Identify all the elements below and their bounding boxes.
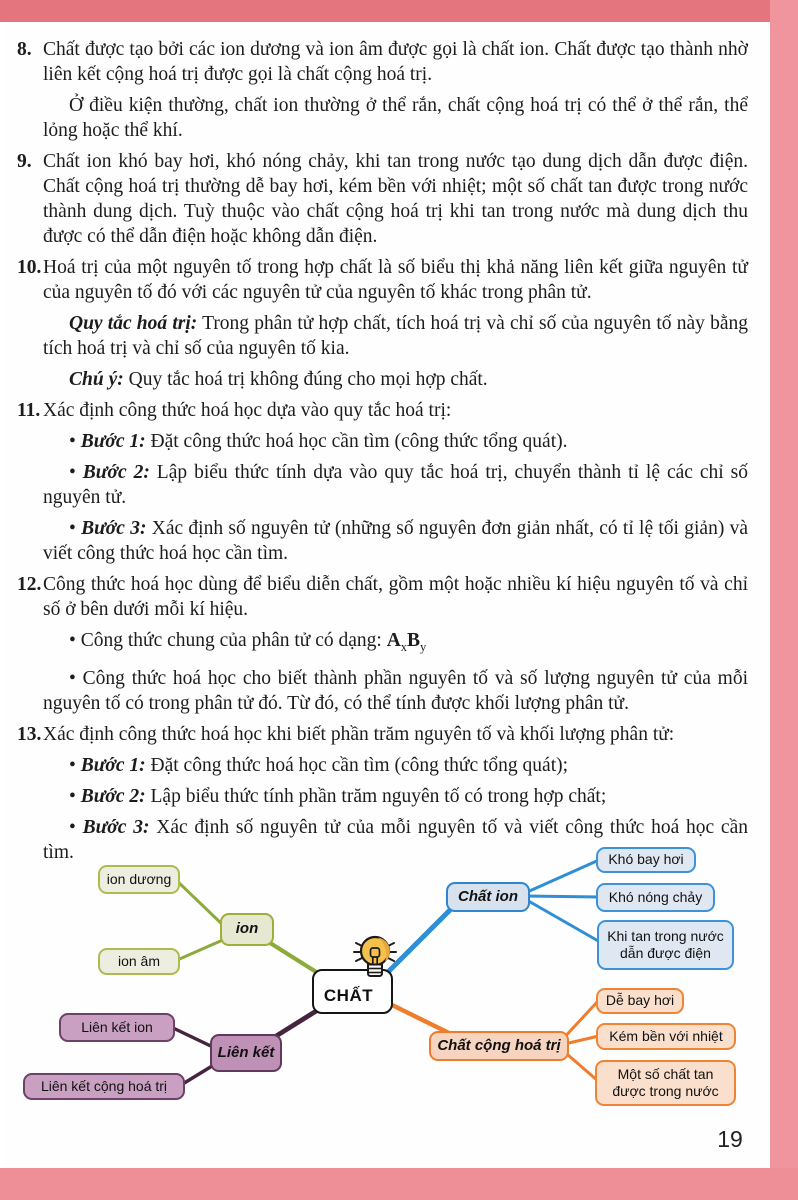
bullet-lead: Bước 3: — [82, 816, 150, 838]
item-number: 9. — [17, 151, 32, 172]
mindmap-node-ion: ion — [220, 913, 274, 946]
mindmap-node-khi-tan-trong-nuoc: Khi tan trong nước dẫn được điện — [597, 920, 734, 970]
item-text: Xác định công thức hoá học dựa vào quy tắc hoá trị: — [43, 400, 452, 421]
mindmap-node-mot-so-chat-tan: Một số chất tan được trong nước — [595, 1060, 736, 1106]
bullet-lead: Bước 2: — [82, 462, 150, 483]
bullet-marker: • — [69, 462, 76, 483]
page-number: 19 — [717, 1126, 743, 1152]
bullet-marker: • — [69, 816, 76, 838]
mindmap-node-kem-ben-voi-nhiet: Kém bền với nhiệt — [596, 1023, 736, 1050]
mindmap-node-kho-bay-hoi: Khó bay hơi — [596, 847, 696, 873]
item-number: 10. — [17, 257, 42, 278]
note-lead: Chú ý: — [69, 369, 124, 390]
formula-sub-x: x — [400, 639, 408, 654]
bullet-marker: • — [69, 630, 76, 651]
mindmap-node-de-bay-hoi: Dễ bay hơi — [596, 988, 684, 1014]
bullet-marker: • — [69, 785, 76, 807]
lightbulb-icon — [351, 930, 399, 988]
bullet-lead: Bước 3: — [81, 518, 147, 539]
item-number: 13. — [17, 723, 42, 745]
mindmap-node-lien-ket-cong-hoa-tri: Liên kết cộng hoá trị — [23, 1073, 185, 1100]
bullet-text: Công thức chung của phân tử có dạng: — [80, 630, 387, 651]
bullet-lead: Bước 1: — [80, 754, 146, 776]
formula-element-b: B — [407, 630, 421, 651]
bullet-marker: • — [69, 431, 76, 452]
page-border-right — [770, 0, 798, 1200]
mindmap-node-ion-am: ion âm — [98, 948, 180, 975]
item-text: Chất được tạo bởi các ion dương và ion âm được gọi là chất ion. Chất được tạo thành nhờ liên kết cộng hoá trị được gọi là chất cộng hoá trị. — [43, 39, 748, 85]
mindmap-node-lien-ket: Liên kết — [210, 1034, 282, 1072]
bullet-marker: • — [69, 518, 76, 539]
bullet-lead: Bước 1: — [80, 431, 146, 452]
note-rest: Quy tắc hoá trị không đúng cho mọi hợp chất. — [123, 369, 488, 390]
bullet-text: Xác định số nguyên tử (những số nguyên đơn giản nhất, có tỉ lệ tối giản) và viết công thức hoá học cần tìm. — [43, 518, 748, 564]
bullet-text: Đặt công thức hoá học cần tìm (công thức tổng quát). — [145, 431, 568, 452]
bullet-marker: • — [69, 754, 76, 776]
item-text: Hoá trị của một nguyên tố trong hợp chất là số biểu thị khả năng liên kết giữa nguyên tử của nguyên tố đó với các nguyên tử của nguyên tố khác trong phân tử. — [43, 257, 748, 303]
rule-rest: Trong phân tử hợp chất, tích hoá trị và chỉ số của nguyên tố này bằng tích hoá trị và chỉ số của nguyên tố kia. — [43, 313, 748, 359]
item-paragraph: Ở điều kiện thường, chất ion thường ở thể rắn, chất cộng hoá trị có thể ở thể rắn, thể lỏng hoặc thể khí. — [43, 95, 748, 141]
mindmap-node-chat-cong-hoa-tri: Chất cộng hoá trị — [429, 1031, 569, 1061]
formula-sub-y: y — [420, 639, 427, 654]
item-number: 11. — [17, 400, 41, 421]
mindmap-node-lien-ket-ion: Liên kết ion — [59, 1013, 175, 1042]
page-border-bottom — [0, 1168, 798, 1200]
bullet-marker: • — [69, 667, 76, 689]
formula-element-a: A — [386, 630, 401, 651]
bullet-text: Đặt công thức hoá học cần tìm (công thức tổng quát); — [145, 754, 569, 776]
mindmap-node-chat-ion: Chất ion — [446, 882, 530, 912]
item-text: Xác định công thức hoá học khi biết phần trăm nguyên tố và khối lượng phân tử: — [43, 723, 675, 745]
bullet-lead: Bước 2: — [80, 785, 146, 807]
item-text: Công thức hoá học dùng để biểu diễn chất, gồm một hoặc nhiều kí hiệu nguyên tố và chỉ số ở bên dưới mỗi kí hiệu. — [43, 574, 748, 620]
mindmap-node-ion-duong: ion dương — [98, 865, 180, 894]
item-text: Chất ion khó bay hơi, khó nóng chảy, khi tan trong nước tạo dung dịch dẫn được điện. Chất cộng hoá trị thường dễ bay hơi, kém bền với nhiệt; một số chất tan được trong nước thành dung dịch. Tuỳ thuộc vào chất cộng hoá trị khi tan trong nước mà dung dịch thu được có thể dẫn điện hoặc không dẫn điện. — [43, 151, 748, 247]
item-number: 8. — [17, 39, 32, 60]
bullet-text: Lập biểu thức tính dựa vào quy tắc hoá trị, chuyển thành tỉ lệ các chỉ số nguyên tử. — [43, 462, 749, 508]
bullet-text: Công thức hoá học cho biết thành phần nguyên tố và số lượng nguyên tử của mỗi nguyên tố có trong phân tử đó. Từ đó, có thể tính được khối lượng phân tử. — [43, 667, 749, 714]
bullet-text: Xác định số nguyên tử của mỗi nguyên tố và viết công thức hoá học cần tìm. — [43, 816, 748, 863]
bullet-text: Lập biểu thức tính phần trăm nguyên tố có trong hợp chất; — [145, 785, 607, 807]
mindmap-node-chat: CHẤT — [312, 969, 393, 1014]
mindmap-node-kho-nong-chay: Khó nóng chảy — [596, 883, 715, 912]
page-body — [5, 22, 770, 1168]
page-border-top — [0, 0, 798, 22]
item-number: 12. — [17, 574, 42, 595]
rule-lead: Quy tắc hoá trị: — [69, 313, 198, 334]
